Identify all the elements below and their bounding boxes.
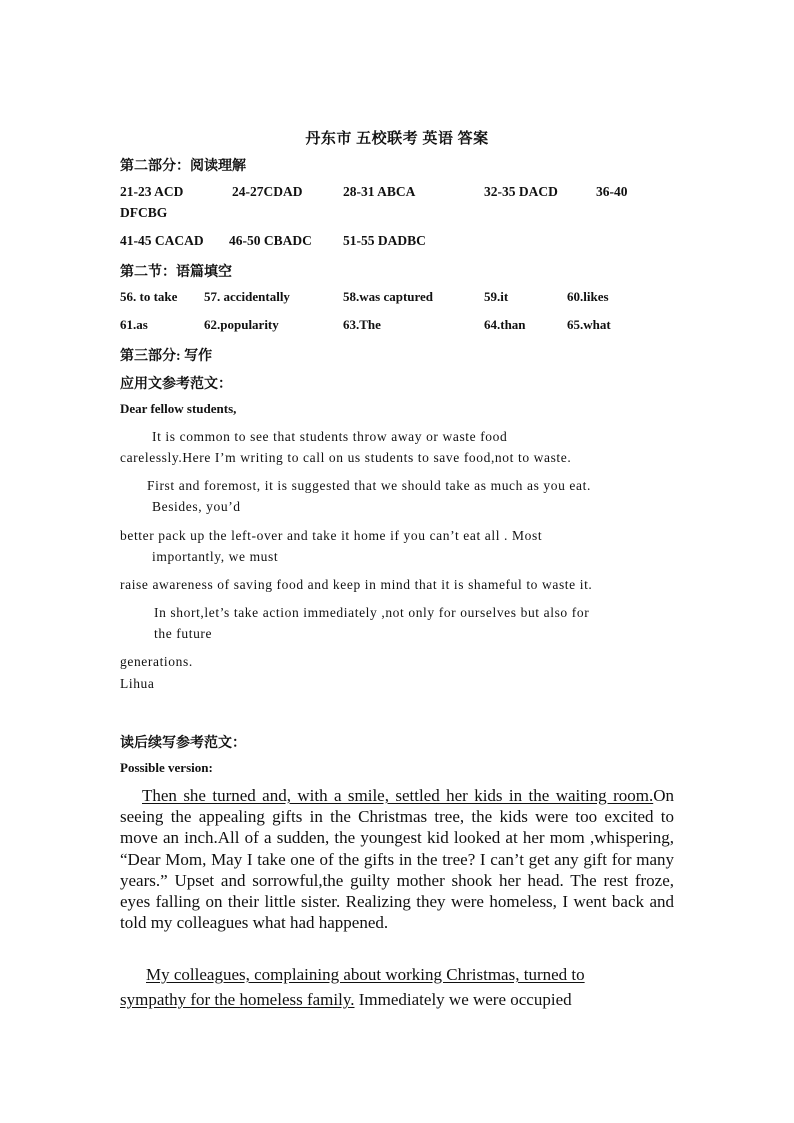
letter-line: Besides, you’d <box>152 499 241 514</box>
answer-item: 63.The <box>343 317 381 332</box>
letter-line: better pack up the left-over and take it home if you can’t eat all . Most <box>120 528 543 543</box>
continuation-paragraph-1 <box>120 785 674 933</box>
part2-heading: 第二部分：阅读理解 <box>120 159 246 174</box>
letter-line: generations. <box>120 654 193 669</box>
letter-line: the future <box>154 626 213 641</box>
applied-writing-heading: 应用文参考范文： <box>120 377 232 392</box>
underlined-opening-sentence: sympathy for the homeless family. <box>120 990 355 1009</box>
answer-item: 24-27CDAD <box>232 184 303 199</box>
part3-heading: 第三部分: 写作 <box>120 349 213 364</box>
continuation-paragraph-2-line-2 <box>120 990 572 1010</box>
paragraph-text: On seeing the appealing gifts in the Christmas tree, the kids were too excited to move an inch.All of a sudden, the youngest kid looked at her mom ,whispering, “Dear Mom, May I take one of the gifts in the tree? I can’t get any gift for many years.” Upset and sorrowful,the guilty mother shook her head. The rest froze, eyes falling on their little sister. Realizing they were homeless, I went back and told my colleagues what had happened. <box>120 786 674 933</box>
answer-item: 56. to take <box>120 289 178 304</box>
letter-line: It is common to see that students throw away or waste food <box>152 429 508 444</box>
answer-item: 36-40 <box>596 184 628 199</box>
answer-item: 41-45 CACAD <box>120 233 204 248</box>
paragraph-text: Immediately we were occupied <box>354 990 572 1009</box>
answer-item: 32-35 DACD <box>484 184 558 199</box>
answer-item: 62.popularity <box>204 317 279 332</box>
section2-heading: 第二节：语篇填空 <box>120 265 232 280</box>
answer-item: DFCBG <box>120 205 168 220</box>
underlined-opening-sentence: My colleagues, complaining about working Christmas, turned to <box>146 965 585 984</box>
page-title: 丹东市 五校联考 英语 答案 <box>305 131 489 147</box>
answer-item: 64.than <box>484 317 526 332</box>
answer-item: 57. accidentally <box>204 289 290 304</box>
continuation-heading: 读后续写参考范文： <box>120 736 246 751</box>
letter-signature: Lihua <box>120 676 155 691</box>
letter-line: raise awareness of saving food and keep in mind that it is shameful to waste it. <box>120 577 593 592</box>
letter-line: carelessly.Here I’m writing to call on us students to save food,not to waste. <box>120 450 572 465</box>
answer-item: 61.as <box>120 317 148 332</box>
letter-line: In short,let’s take action immediately ,not only for ourselves but also for <box>154 605 590 620</box>
answer-item: 59.it <box>484 289 509 304</box>
answer-item: 28-31 ABCA <box>343 184 416 199</box>
answer-item: 58.was captured <box>343 289 434 304</box>
underlined-opening-sentence: Then she turned and, with a smile, settled her kids in the waiting room. <box>142 786 654 805</box>
continuation-paragraph-2-line-1 <box>146 965 585 985</box>
answer-item: 46-50 CBADC <box>229 233 312 248</box>
letter-salutation: Dear fellow students, <box>120 401 237 416</box>
letter-line: First and foremost, it is suggested that we should take as much as you eat. <box>147 478 591 493</box>
answer-item: 60.likes <box>567 289 609 304</box>
answer-item: 51-55 DADBC <box>343 233 426 248</box>
possible-version-label: Possible version: <box>120 760 213 775</box>
answer-item: 21-23 ACD <box>120 184 184 199</box>
letter-line: importantly, we must <box>152 549 279 564</box>
answer-item: 65.what <box>567 317 611 332</box>
